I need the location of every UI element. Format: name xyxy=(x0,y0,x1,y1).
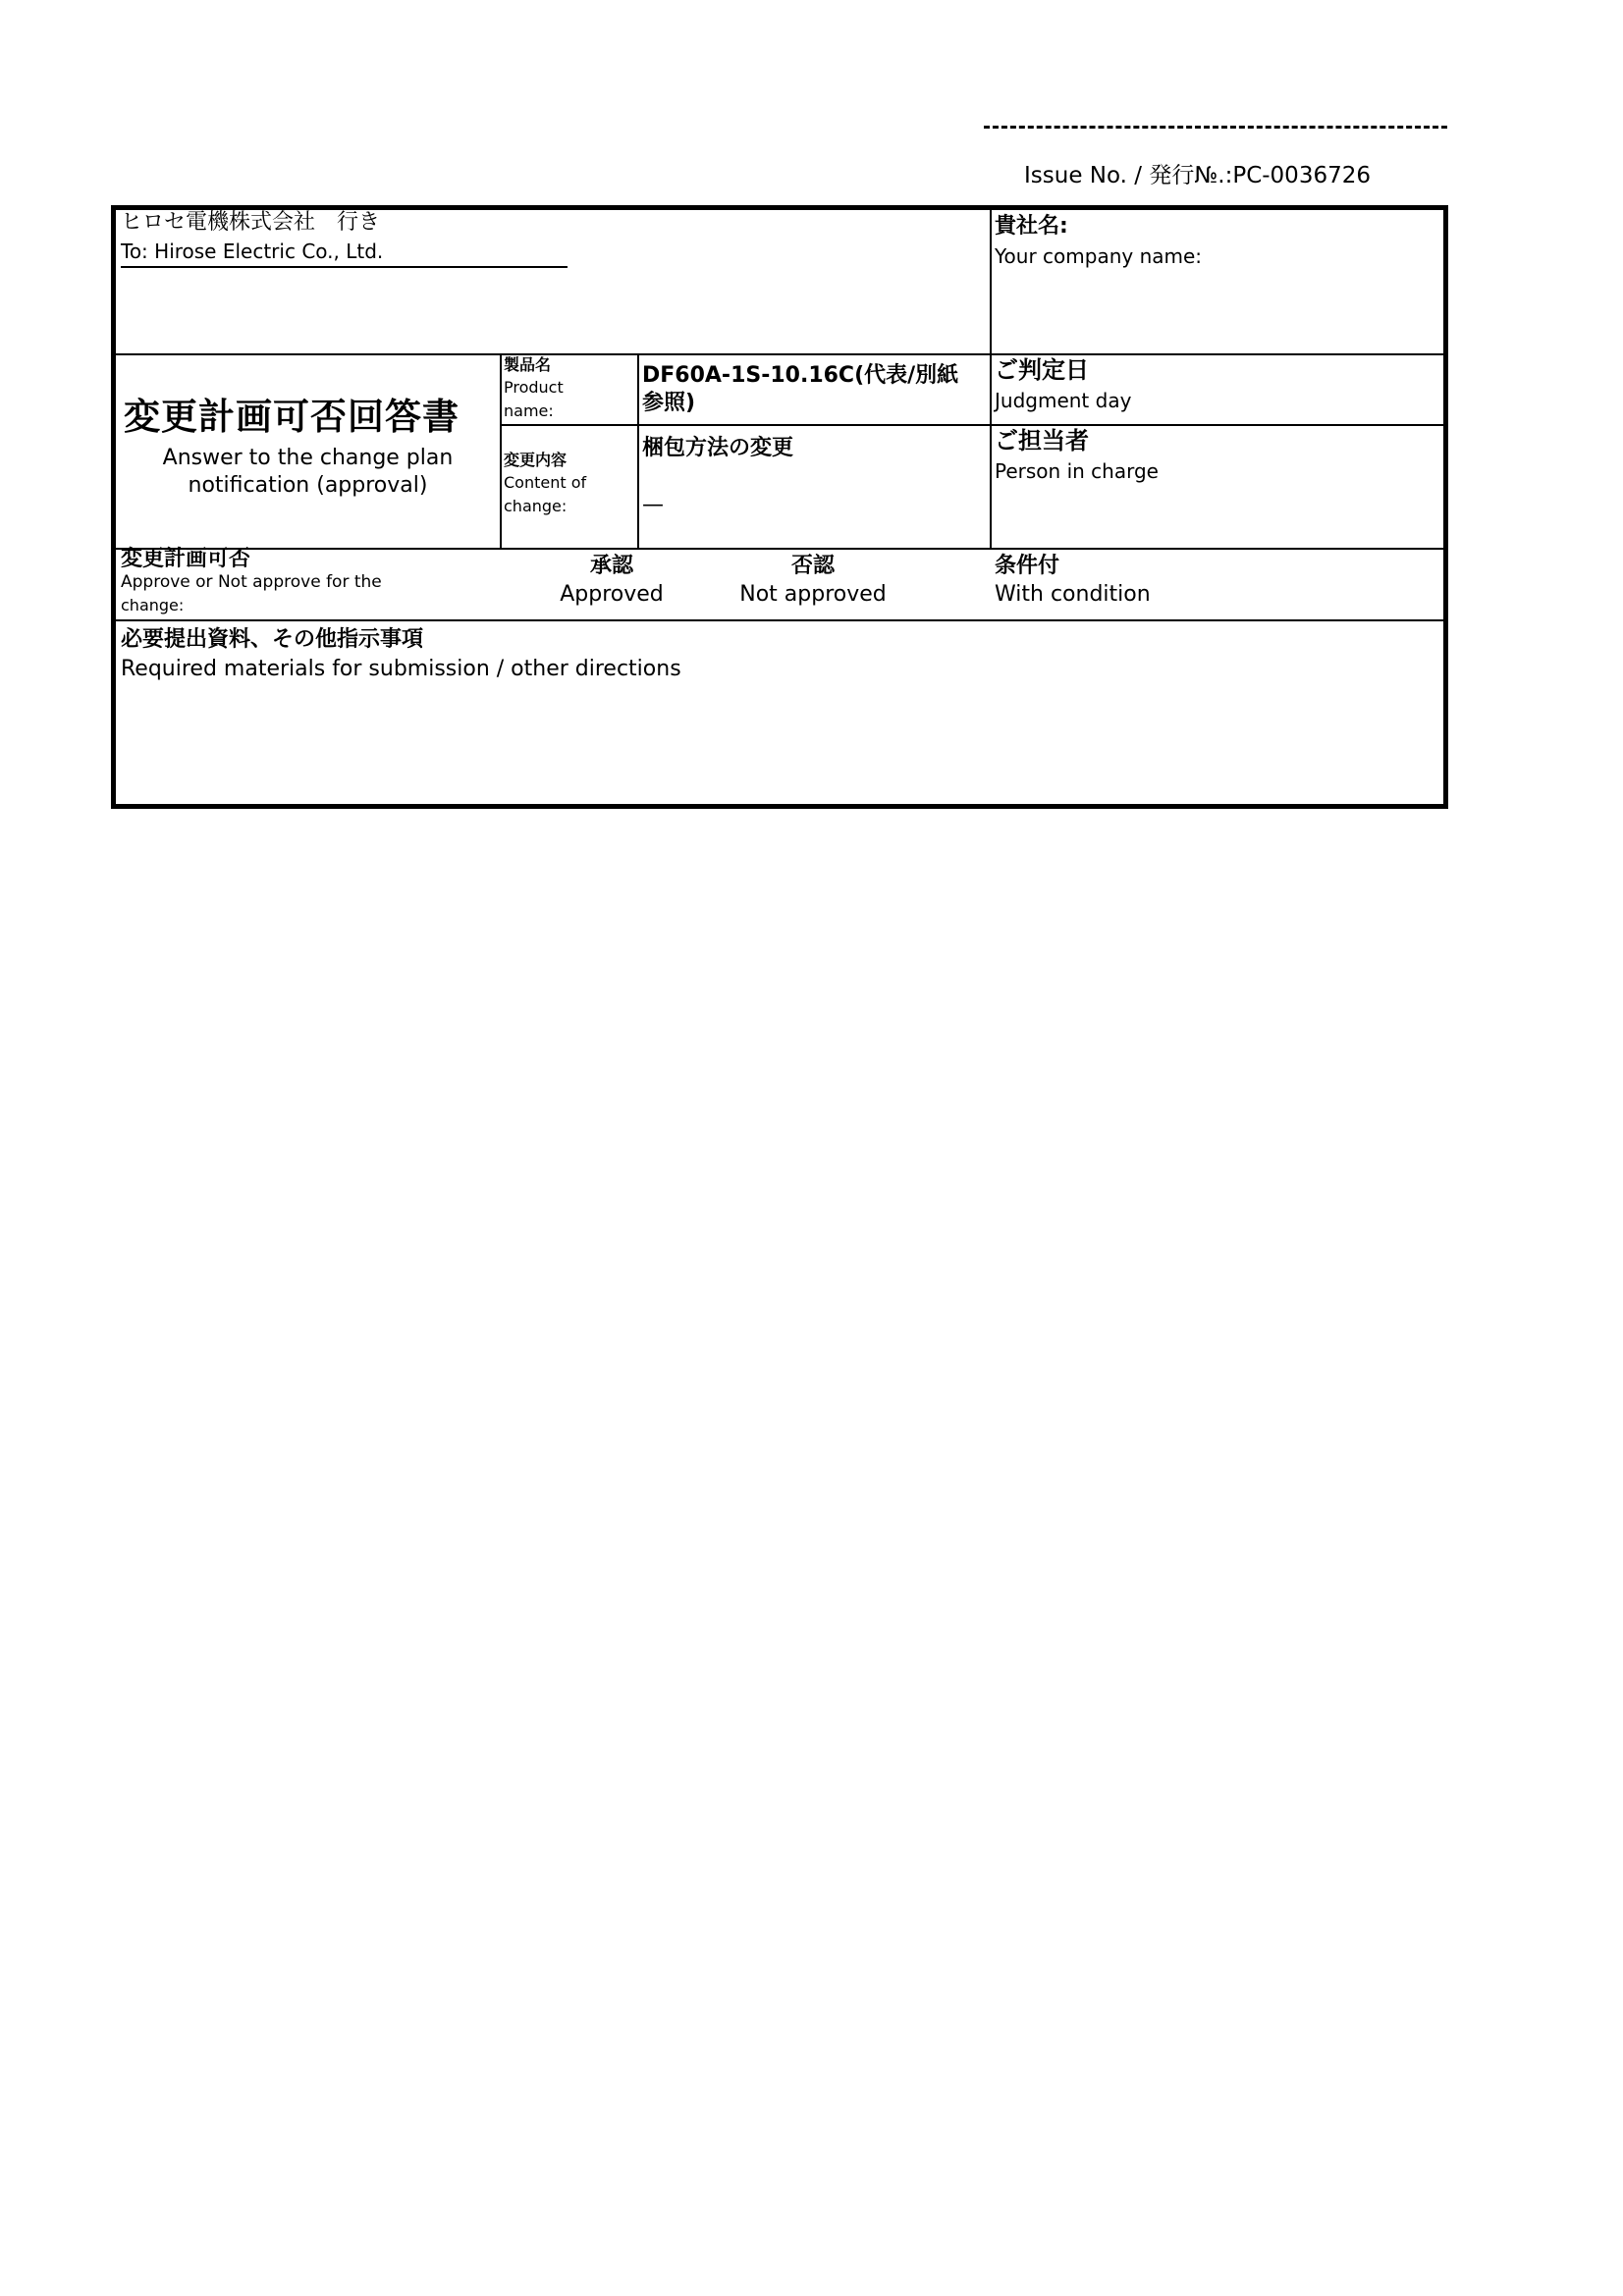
condition-option-en[interactable]: With condition xyxy=(995,582,1151,607)
required-materials-area[interactable] xyxy=(121,691,1436,799)
judgment-label-en: Judgment day xyxy=(995,389,1132,412)
divider-row-1 xyxy=(116,353,1443,355)
approval-label-en2: change: xyxy=(121,596,185,614)
content-label-en1: Content of xyxy=(504,473,587,492)
not-approved-option-jp[interactable]: 否認 xyxy=(790,554,835,578)
content-label-jp: 変更内容 xyxy=(504,451,568,469)
not-approved-option-en[interactable]: Not approved xyxy=(739,582,887,607)
product-label-en2: name: xyxy=(504,401,554,420)
product-label-jp: 製品名 xyxy=(504,355,552,374)
form-title-en-line2: notification (approval) xyxy=(188,473,428,498)
addressee-jp: ヒロセ電機株式会社 行き xyxy=(121,210,381,235)
approval-label-en1: Approve or Not approve for the xyxy=(121,572,382,592)
divider-row-4 xyxy=(116,619,1443,621)
product-value-line1: DF60A-1S-10.16C(代表/別紙 xyxy=(642,363,959,388)
product-value-line2: 参照) xyxy=(642,391,696,415)
divider-row-2 xyxy=(500,424,1443,426)
addressee-underline xyxy=(121,266,568,268)
content-value-line2: — xyxy=(642,493,664,517)
required-label-jp: 必要提出資料、その他指示事項 xyxy=(121,627,424,652)
change-plan-answer-form xyxy=(111,205,1448,809)
person-label-jp: ご担当者 xyxy=(995,427,1089,454)
approval-label-jp: 変更計画可否 xyxy=(121,547,251,571)
person-label-en: Person in charge xyxy=(995,459,1159,483)
approved-option-jp[interactable]: 承認 xyxy=(589,554,633,578)
condition-option-jp[interactable]: 条件付 xyxy=(995,554,1060,578)
divider-vertical-right xyxy=(990,210,992,550)
divider-vertical-value xyxy=(637,353,639,550)
required-label-en: Required materials for submission / other directions xyxy=(121,657,681,681)
approved-option-en[interactable]: Approved xyxy=(560,582,664,607)
content-value-line1: 梱包方法の変更 xyxy=(642,436,794,460)
addressee-en: To: Hirose Electric Co., Ltd. xyxy=(121,240,384,263)
product-label-en1: Product xyxy=(504,378,564,397)
company-label-en: Your company name: xyxy=(995,244,1203,268)
judgment-label-jp: ご判定日 xyxy=(995,356,1089,384)
divider-vertical-label xyxy=(500,353,502,550)
form-title-jp: 変更計画可否回答書 xyxy=(124,396,460,438)
content-label-en2: change: xyxy=(504,497,568,515)
dashed-rule xyxy=(984,126,1447,129)
company-label-jp: 貴社名: xyxy=(995,214,1068,239)
divider-row-3 xyxy=(116,548,1443,550)
form-title-en-line1: Answer to the change plan xyxy=(162,446,454,470)
issue-number: Issue No. / 発行№.:PC-0036726 xyxy=(1024,163,1371,188)
